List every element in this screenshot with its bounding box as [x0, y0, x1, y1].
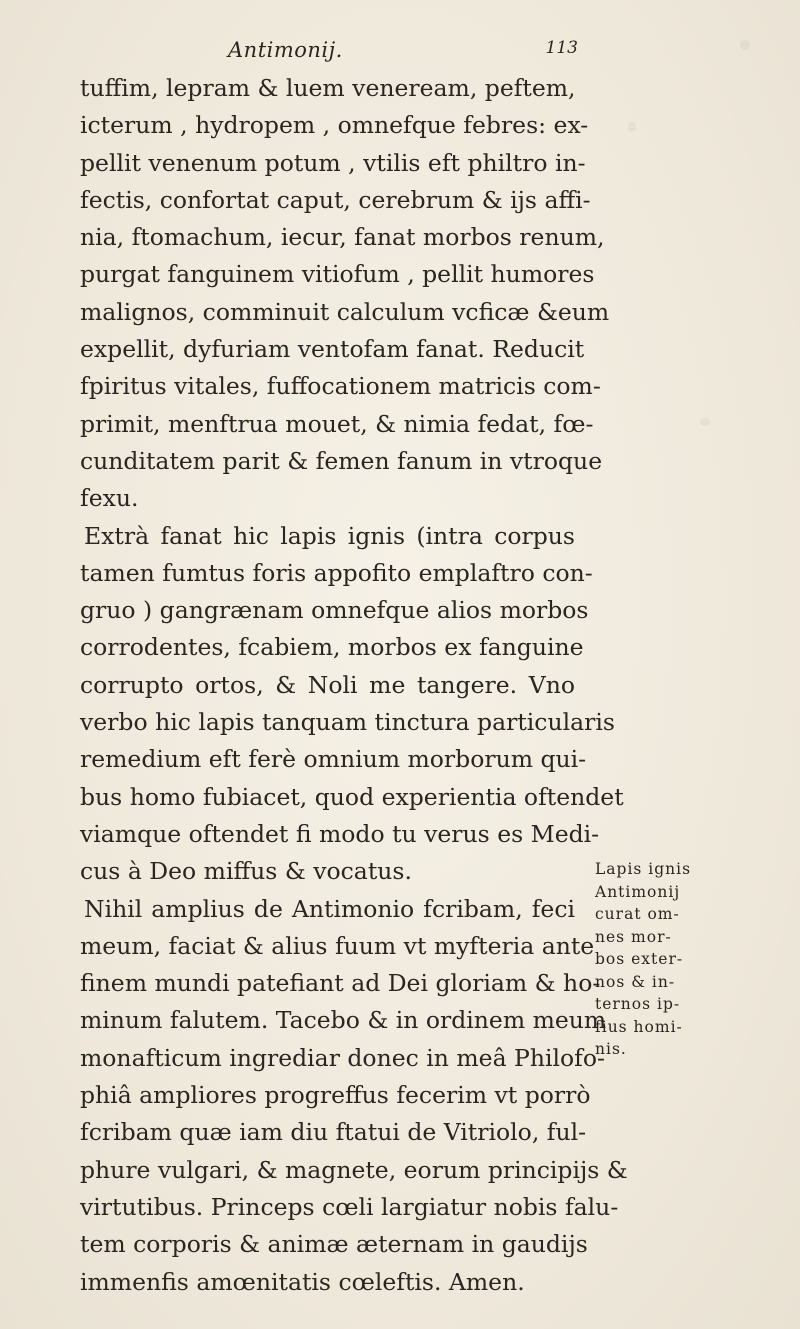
text-line: fcribam quæ iam diu ftatui de Vitriolo, ful-	[80, 1118, 587, 1147]
margin-note-line: nis.	[595, 1040, 627, 1058]
text-line: bus homo fubiacet, quod experientia oftendet	[80, 782, 624, 811]
margin-note-line: ternos ip-	[595, 995, 681, 1013]
margin-note-line: Antimonij	[595, 882, 681, 901]
main-text-block	[80, 70, 628, 1301]
text-line: primit, menftrua mouet, & nimia fedat, fœ-	[80, 409, 594, 438]
text-line: nia, ftomachum, iecur, fanat morbos renum,	[80, 223, 605, 252]
running-title: Antimonij.	[228, 38, 343, 62]
text-line: phure vulgari, & magnete, eorum principijs &	[80, 1155, 628, 1184]
text-line: immenfis amœnitatis cœleftis. Amen.	[80, 1267, 525, 1296]
text-line: malignos, comminuit calculum vcficæ &eum	[80, 297, 610, 326]
text-line: pellit venenum potum , vtilis eft philtro in-	[80, 148, 586, 177]
text-line: fectis, confortat caput, cerebrum & ijs affi-	[80, 185, 591, 214]
margin-note-line: bos exter-	[595, 950, 684, 968]
margin-note-line: curat om-	[595, 905, 680, 923]
text-line: virtutibus. Princeps cœli largiatur nobis falu-	[80, 1192, 619, 1221]
text-line: cus à Deo miffus & vocatus.	[80, 857, 412, 886]
running-head	[78, 38, 578, 66]
text-line: remedium eft ferè omnium morborum qui-	[80, 745, 587, 774]
text-line: tuffim, lepram & luem veneream, peftem,	[80, 74, 576, 102]
text-line: fexu.	[80, 484, 139, 513]
text-line: corrodentes, fcabiem, morbos ex fanguine	[80, 633, 584, 662]
page-number: 113	[545, 38, 578, 58]
margin-note-line: fius homi-	[595, 1017, 683, 1036]
text-line: tamen fumtus foris appofito emplaftro con-	[80, 558, 593, 587]
text-line: gruo ) gangrænam omnefque alios morbos	[80, 596, 589, 625]
paragraph-start-line: Extrà fanat hic lapis ignis (intra corpus	[84, 521, 575, 550]
paragraph-start-line: Nihil amplius de Antimonio fcribam, feci	[84, 894, 575, 923]
margin-note-line: nos & in-	[595, 972, 676, 991]
paper-speck	[628, 122, 636, 132]
marginal-note	[595, 858, 715, 1061]
text-line: icterum , hydropem , omnefque febres: ex-	[80, 111, 589, 140]
paper-speck	[700, 418, 710, 426]
text-line: viamque oftendet fi modo tu verus es Medi-	[80, 819, 600, 848]
text-line: minum falutem. Tacebo & in ordinem meum	[80, 1006, 607, 1035]
paper-speck	[740, 40, 750, 50]
margin-note-line: Lapis ignis	[595, 860, 692, 878]
text-line: purgat fanguinem vitiofum , pellit humores	[80, 260, 595, 289]
text-line: finem mundi patefiant ad Dei gloriam & ho-	[80, 969, 601, 998]
text-line: phiâ ampliores progreffus fecerim vt porrò	[80, 1081, 591, 1110]
margin-note-line: nes mor-	[595, 927, 672, 946]
text-line: meum, faciat & alius fuum vt myfteria ante	[80, 931, 595, 960]
text-line: cunditatem parit & femen fanum in vtroque	[80, 446, 603, 475]
text-line: monafticum ingrediar donec in meâ Philofo-	[80, 1043, 605, 1072]
text-line: expellit, dyfuriam ventofam fanat. Reducit	[80, 335, 585, 364]
text-line: tem corporis & animæ æternam in gaudijs	[80, 1230, 588, 1259]
text-line: corrupto ortos, & Noli me tangere. Vno	[80, 670, 575, 699]
text-line: verbo hic lapis tanquam tinctura particularis	[80, 708, 615, 737]
text-line: fpiritus vitales, fuffocationem matricis com-	[80, 372, 601, 401]
